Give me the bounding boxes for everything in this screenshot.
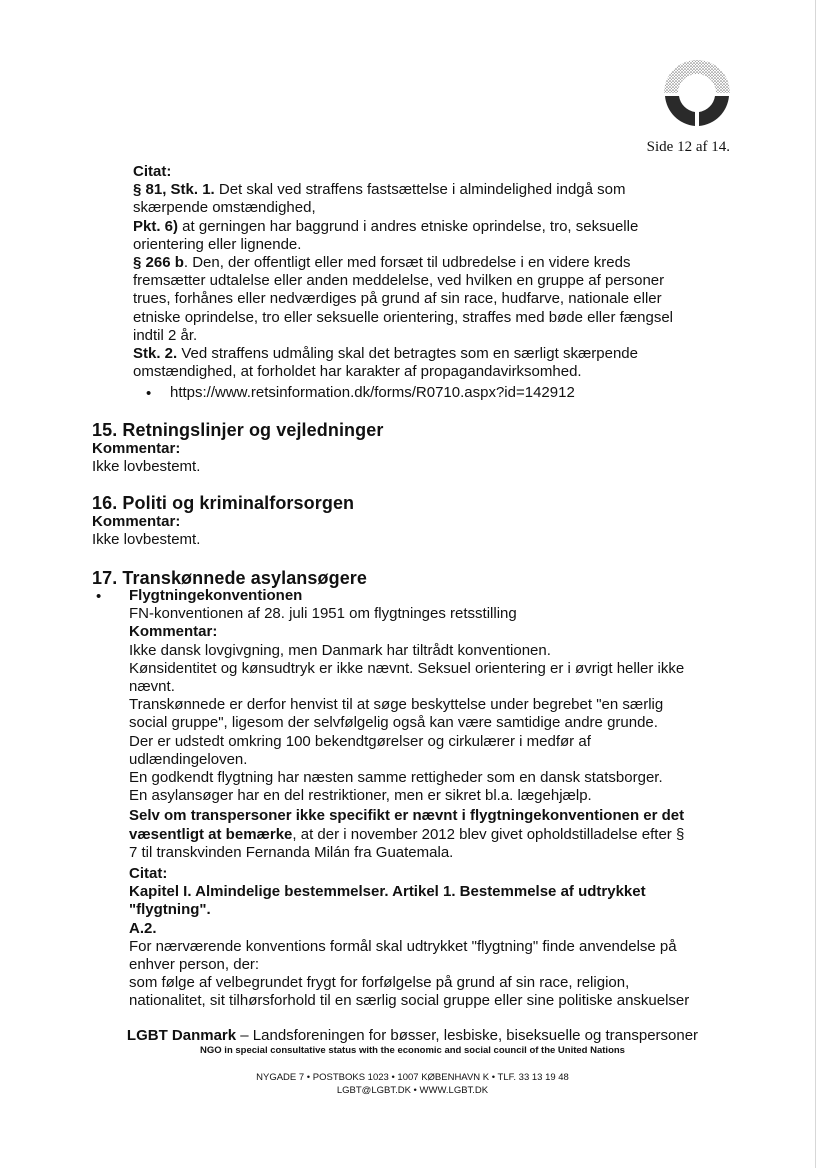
pkt-6-cont: orientering eller lignende. [133, 235, 302, 253]
footer-ngo-status: NGO in special consultative status with the economic and social council of the United Nations [200, 1045, 625, 1056]
pkt-6-ref: Pkt. 6) [133, 217, 179, 235]
paragraph-266b-text: . Den, der offentligt eller med forsæt til udbredelse i en videre kreds [183, 254, 631, 272]
body-line: social gruppe", ligesom der selvfølgelig også kan være samtidige andre grunde. [129, 714, 658, 732]
paragraph-266b-line4: etniske oprindelse, tro eller seksuelle orientering, straffes med bøde eller fængsel [133, 308, 673, 326]
body-line: Kønsidentitet og kønsudtryk er ikke nævnt. Seksuel orientering er i øvrigt heller ikke [129, 659, 685, 677]
body-line: 7 til transkvinden Fernanda Milán fra Guatemala. [129, 843, 454, 861]
citat-block [133, 163, 733, 381]
body-line: udlændingeloven. [129, 750, 248, 768]
body-line: nationalitet, sit tilhørsforhold til en særlig social gruppe eller sine politiske anskuelser [129, 992, 690, 1010]
paragraph-81-cont: skærpende omstændighed, [133, 199, 316, 217]
body-line: enhver person, der: [129, 956, 260, 974]
page-edge-divider [815, 0, 816, 1168]
paragraph-266b-line2: fremsætter udtalelse eller anden meddelelse, ved hvilken en gruppe af personer [133, 272, 665, 290]
stk-2-cont: omstændighed, at forholdet har karakter af propagandavirksomhed. [133, 363, 582, 381]
footer-org-name: LGBT Danmark [126, 1027, 237, 1044]
stk-2-text: Ved straffens udmåling skal det betragtes som en særligt skærpende [177, 345, 638, 363]
footer-address-block [0, 1071, 825, 1097]
citat-label: Citat: [133, 163, 172, 180]
paragraph-266b [133, 254, 733, 272]
a2-label: A.2. [129, 919, 157, 937]
lgbt-danmark-ring-logo-icon [660, 56, 734, 130]
paragraph-266b-line3: trues, forhånes eller nedværdiges på grund af sin race, hudfarve, nationale eller [133, 290, 662, 308]
emphasis-line: Selv om transpersoner ikke specifikt er nævnt i flygtningekonventionen er det [129, 807, 685, 825]
bullet-icon: • [96, 588, 102, 605]
emphasis-line-2 [129, 826, 729, 844]
footer-org-desc: – Landsforeningen for bøsser, lesbiske, biseksuelle og transpersoner [236, 1027, 699, 1044]
emphasis-phrase: væsentligt at bemærke [129, 825, 293, 843]
footer-organization [0, 1027, 825, 1044]
flygtningekonventionen-title: Flygtningekonventionen [129, 587, 303, 604]
pkt-6 [133, 218, 733, 236]
section-15-comment-label: Kommentar: [92, 440, 181, 457]
body-line: En asylansøger har en del restriktioner, men er sikret bl.a. lægehjælp. [129, 787, 592, 805]
body-line: som følge af velbegrundet frygt for forfølgelse på grund af sin race, religion, [129, 974, 630, 992]
body-line: Transkønnede er derfor henvist til at søge beskyttelse under begrebet "en særlig [129, 696, 664, 714]
kapitel-heading: Kapitel I. Almindelige bestemmelser. Artikel 1. Bestemmelse af udtrykket [129, 883, 646, 901]
paragraph-266b-line5: indtil 2 år. [133, 326, 198, 344]
section-16-text: Ikke lovbestemt. [92, 531, 201, 548]
kapitel-heading-cont: "flygtning". [129, 901, 211, 919]
section-15-text: Ikke lovbestemt. [92, 458, 201, 475]
section-17-comment-label: Kommentar: [129, 623, 218, 641]
paragraph-266b-ref: § 266 b [133, 254, 184, 272]
paragraph-81-ref: § 81, Stk. 1. [133, 181, 215, 199]
section-17-citat-label: Citat: [129, 865, 168, 883]
body-line: nævnt. [129, 678, 175, 696]
body-line: En godkendt flygtning har næsten samme rettigheder som en dansk statsborger. [129, 769, 663, 787]
page-number: Side 12 af 14. [646, 139, 730, 155]
bullet-icon: • [146, 385, 152, 402]
footer-contact: LGBT@LGBT.DK • WWW.LGBT.DK [336, 1085, 489, 1096]
body-line: Der er udstedt omkring 100 bekendtgørelser og cirkulærer i medfør af [129, 732, 591, 750]
paragraph-81-text: Det skal ved straffens fastsættelse i almindelighed indgå som [214, 181, 626, 199]
body-line: For nærværende konventions formål skal udtrykket "flygtning" finde anvendelse på [129, 937, 677, 955]
pkt-6-text: at gerningen har baggrund i andres etniske oprindelse, tro, seksuelle [178, 217, 639, 235]
retsinformation-link[interactable]: https://www.retsinformation.dk/forms/R0710.aspx?id=142912 [170, 384, 575, 401]
section-15-title: 15. Retningslinjer og vejledninger [92, 420, 384, 440]
section-16-comment-label: Kommentar: [92, 513, 181, 530]
section-17-body [129, 587, 729, 1011]
section-16-title: 16. Politi og kriminalforsorgen [92, 493, 355, 513]
stk-2-ref: Stk. 2. [133, 345, 178, 363]
stk-2 [133, 345, 733, 363]
body-line: Ikke dansk lovgivgning, men Danmark har tiltrådt konventionen. [129, 641, 551, 659]
paragraph-81 [133, 181, 733, 199]
fn-konvention-line: FN-konventionen af 28. juli 1951 om flygtninges retsstilling [129, 605, 517, 623]
body-text: , at der i november 2012 blev givet opholdstilladelse efter § [292, 825, 685, 843]
footer-address: NYGADE 7 • POSTBOKS 1023 • 1007 KØBENHAVN K • TLF. 33 13 19 48 [256, 1072, 569, 1083]
section-17-title: 17. Transkønnede asylansøgere [92, 568, 368, 588]
